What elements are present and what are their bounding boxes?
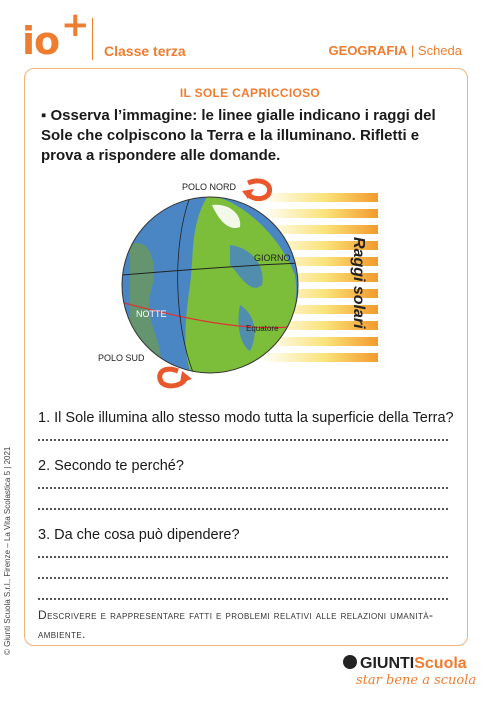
brand-name-scuola: Scuola — [414, 655, 467, 672]
sun-rays-label: Raggi solari — [350, 237, 367, 329]
north-pole-label: POLO NORD — [182, 182, 237, 192]
class-label: Classe terza — [104, 43, 186, 59]
brand-tagline: star bene a scuola — [356, 673, 477, 688]
page-title: IL SOLE CAPRICCIOSO — [179, 86, 321, 100]
sheet-type: Scheda — [417, 43, 462, 58]
giunti-scuola-logo — [343, 655, 467, 673]
intro-text: ▪ Osserva l’immagine: le linee gialle indicano i raggi del Sole che colpiscono la Terra e la illuminano. Rifletti e prova a rispondere alle domande. — [41, 107, 436, 164]
night-label: NOTTE — [136, 309, 167, 319]
subject-separator: | — [410, 43, 415, 58]
question-3: 3. Da che cosa può dipendere? — [38, 527, 240, 543]
copyright-notice: © Giunti Scuola S.r.l., Firenze – La Vita Scolastica 5 | 2021 — [3, 446, 12, 655]
giunti-g-icon — [343, 655, 357, 669]
plus-icon: + — [61, 5, 90, 45]
learning-objective: Descrivere e rappresentare fatti e problemi relativi alle relazioni umanità-ambiente. — [38, 608, 434, 641]
earth-sun-diagram — [90, 175, 390, 390]
answer-line[interactable] — [38, 598, 448, 600]
answer-line[interactable] — [38, 508, 448, 510]
answer-line[interactable] — [38, 556, 448, 558]
rotation-arrow-north-icon — [242, 181, 270, 199]
question-2: 2. Secondo te perché? — [38, 458, 184, 474]
equator-label: Equatore — [246, 324, 279, 333]
io-logo: io — [22, 19, 60, 63]
rotation-arrow-south-icon — [160, 369, 192, 386]
answer-line[interactable] — [38, 577, 448, 579]
answer-line[interactable] — [38, 487, 448, 489]
header-divider — [92, 18, 93, 60]
day-label: GIORNO — [254, 253, 291, 263]
subject-name: GEOGRAFIA — [328, 43, 408, 58]
question-1: 1. Il Sole illumina allo stesso modo tutta la superficie della Terra? — [38, 410, 454, 426]
answer-line[interactable] — [38, 439, 448, 441]
brand-name: GIUNTI — [360, 655, 415, 672]
south-pole-label: POLO SUD — [98, 353, 145, 363]
subject-label — [329, 43, 462, 58]
